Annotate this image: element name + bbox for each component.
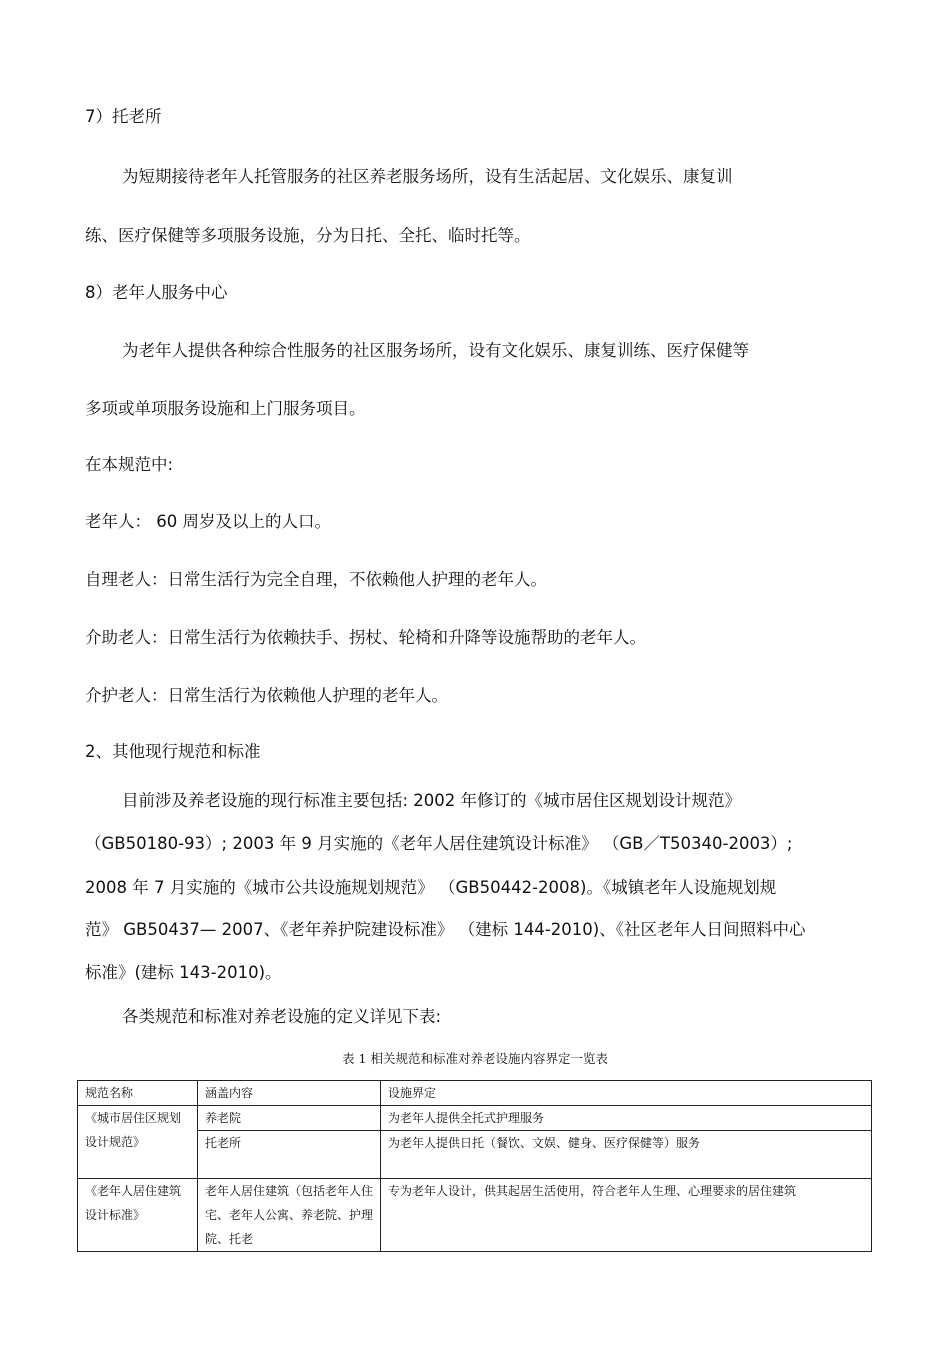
column-header: 涵盖内容 xyxy=(198,1081,381,1106)
table-cell: 为老年人提供全托式护理服务 xyxy=(381,1106,872,1131)
table-cell: 为老年人提供日托（餐饮、文娱、健身、医疗保健等）服务 xyxy=(381,1131,872,1179)
paragraph-line: 在本规范中: xyxy=(85,455,174,474)
table-cell: 托老所 xyxy=(198,1131,381,1179)
paragraph-line: 为老年人提供各种综合性服务的社区服务场所，设有文化娱乐、康复训练、医疗保健等 xyxy=(122,341,749,360)
column-header: 规范名称 xyxy=(78,1081,198,1106)
paragraph-line: 练、医疗保健等多项服务设施，分为日托、全托、临时托等。 xyxy=(85,226,531,245)
definition-line: 介助老人：日常生活行为依赖扶手、拐杖、轮椅和升降等设施帮助的老年人。 xyxy=(85,628,646,647)
table-cell: 养老院 xyxy=(198,1106,381,1131)
paragraph-line: 标准》(建标 143-2010)。 xyxy=(85,963,282,982)
section-heading: 2、其他现行规范和标准 xyxy=(85,742,261,761)
standards-table xyxy=(77,1080,872,1252)
paragraph-line: （GB50180-93）; 2003 年 9 月实施的《老年人居住建筑设计标准》 （GB／T50340-2003）; xyxy=(85,834,793,853)
paragraph-line: 多项或单项服务设施和上门服务项目。 xyxy=(85,399,366,418)
table-row xyxy=(78,1131,872,1179)
column-header: 设施界定 xyxy=(381,1081,872,1106)
table-row xyxy=(78,1179,872,1252)
table-cell: 老年人居住建筑（包括老年人住宅、老年人公寓、养老院、护理院、托老 xyxy=(198,1179,381,1252)
table-caption: 表 1 相关规范和标准对养老设施内容界定一览表 xyxy=(342,1051,608,1066)
heading-7: 7）托老所 xyxy=(85,107,162,126)
definition-line: 老年人： 60 周岁及以上的人口。 xyxy=(85,512,331,531)
paragraph-line: 目前涉及养老设施的现行标准主要包括: 2002 年修订的《城市居住区规划设计规范》 xyxy=(122,791,742,810)
table-header-row xyxy=(78,1081,872,1106)
paragraph-line: 各类规范和标准对养老设施的定义详见下表: xyxy=(122,1007,442,1026)
table-row xyxy=(78,1106,872,1131)
definition-line: 介护老人：日常生活行为依赖他人护理的老年人。 xyxy=(85,686,448,705)
paragraph-line: 为短期接待老年人托管服务的社区养老服务场所，设有生活起居、文化娱乐、康复训 xyxy=(122,167,733,186)
paragraph-line: 2008 年 7 月实施的《城市公共设施规划规范》 （GB50442-2008)。《城镇老年人设施规划规 xyxy=(85,878,777,897)
heading-8: 8）老年人服务中心 xyxy=(85,283,228,302)
table-cell: 专为老年人设计，供其起居生活使用，符合老年人生理、心理要求的居住建筑 xyxy=(381,1179,872,1252)
paragraph-line: 范》 GB50437— 2007、《老年养护院建设标准》 （建标 144-2010)、《社区老年人日间照料中心 xyxy=(85,920,806,939)
table-cell: 《老年人居住建筑设计标准》 xyxy=(78,1179,198,1252)
definition-line: 自理老人：日常生活行为完全自理，不依赖他人护理的老年人。 xyxy=(85,570,547,589)
table-cell: 《城市居住区规划设计规范》 xyxy=(78,1106,198,1179)
